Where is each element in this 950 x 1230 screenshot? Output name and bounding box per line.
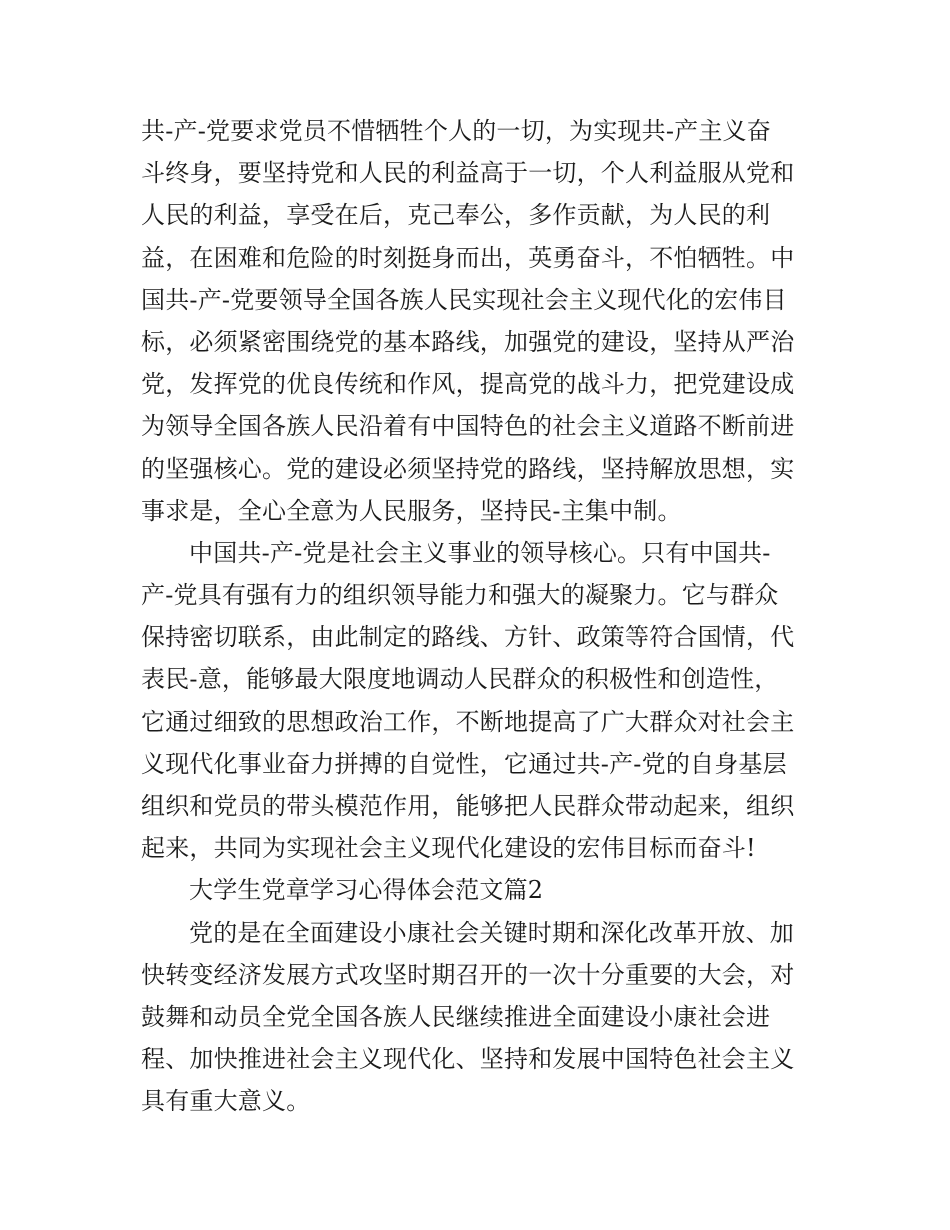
text-line: 鼓舞和动员全党全国各族人民继续推进全面建设小康社会进 xyxy=(141,1002,771,1031)
text-line: 组织和党员的带头模范作用，能够把人民群众带动起来，组织 xyxy=(141,792,795,820)
paragraph xyxy=(141,110,813,532)
text-line: 标，必须紧密围绕党的基本路线，加强党的建设，坚持从严治 xyxy=(141,327,795,356)
text-line: 表民-意，能够最大限度地调动人民群众的积极性和创造性， xyxy=(141,665,779,694)
text-line: 事求是，全心全意为人民服务，坚持民-主集中制。 xyxy=(141,496,682,525)
paragraph xyxy=(141,912,813,1123)
text-line: 产-党具有强有力的组织领导能力和强大的凝聚力。它与群众 xyxy=(141,581,779,610)
section-heading xyxy=(141,869,813,911)
text-line: 快转变经济发展方式攻坚时期召开的一次十分重要的大会，对 xyxy=(141,960,795,989)
text-line: 程、加快推进社会主义现代化、坚持和发展中国特色社会主义 xyxy=(141,1045,795,1074)
document-body xyxy=(141,110,813,1123)
text-line: 中国共-产-党是社会主义事业的领导核心。只有中国共- xyxy=(189,538,771,567)
text-line: 党的是在全面建设小康社会关键时期和深化改革开放、加 xyxy=(189,918,794,947)
text-line: 它通过细致的思想政治工作，不断地提高了广大群众对社会主 xyxy=(141,707,795,736)
paragraph xyxy=(141,532,813,870)
text-line: 具有重大意义。 xyxy=(141,1087,311,1116)
text-line: 益，在困难和危险的时刻挺身而出，英勇奋斗，不怕牺牲。中 xyxy=(141,243,795,272)
text-line: 起来，共同为实现社会主义现代化建设的宏伟目标而奋斗! xyxy=(141,834,756,863)
heading-line: 大学生党章学习心得体会范文篇2 xyxy=(189,876,544,905)
text-line: 保持密切联系，由此制定的路线、方针、政策等符合国情，代 xyxy=(141,623,795,652)
text-line: 人民的利益，享受在后，克己奉公，多作贡献，为人民的利 xyxy=(141,201,771,230)
text-line: 为领导全国各族人民沿着有中国特色的社会主义道路不断前进 xyxy=(141,412,795,441)
text-line: 斗终身，要坚持党和人民的利益高于一切，个人利益服从党和 xyxy=(141,159,795,188)
text-line: 党，发挥党的优良传统和作风，提高党的战斗力，把党建设成 xyxy=(141,370,795,399)
text-line: 国共-产-党要领导全国各族人民实现社会主义现代化的宏伟目 xyxy=(141,285,787,314)
text-line: 共-产-党要求党员不惜牺牲个人的一切，为实现共-产主义奋 xyxy=(141,117,771,145)
text-line: 义现代化事业奋力拼搏的自觉性，它通过共-产-党的自身基层 xyxy=(141,749,787,778)
text-line: 的坚强核心。党的建设必须坚持党的路线，坚持解放思想，实 xyxy=(141,454,795,483)
